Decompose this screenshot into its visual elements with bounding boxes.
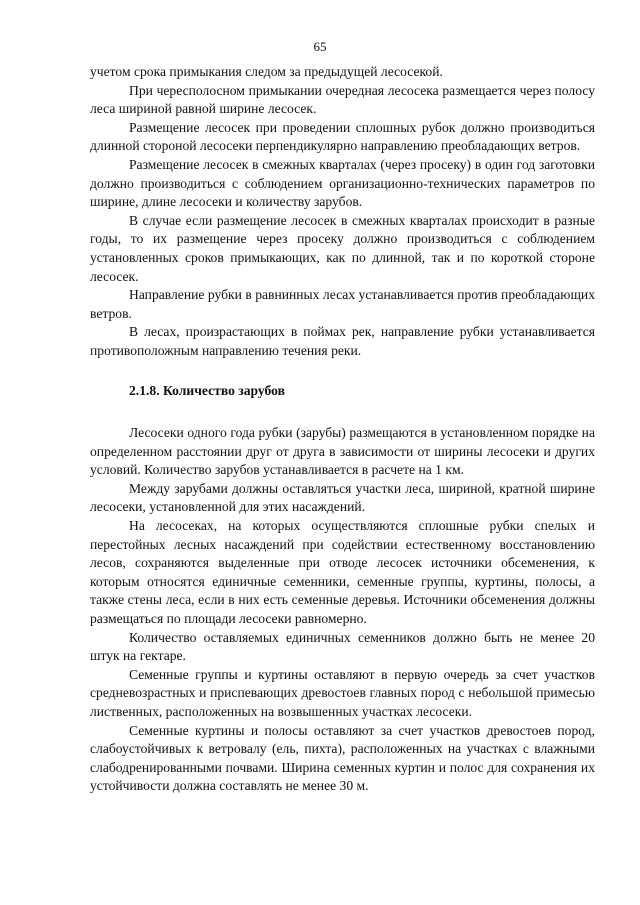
paragraph: В лесах, произрастающих в поймах рек, направление рубки устанавливается противоположным направлению течения реки. bbox=[90, 324, 595, 358]
paragraph: Количество оставляемых единичных семенников должно быть не менее 20 штук на гектаре. bbox=[90, 629, 595, 664]
paragraph: учетом срока примыкания следом за предыдущей лесосекой. bbox=[90, 64, 443, 79]
section-heading: 2.1.8. Количество зарубов bbox=[129, 383, 285, 398]
paragraph: Направление рубки в равнинных лесах устанавливается против преобладающих ветров. bbox=[90, 287, 595, 321]
text-block-top bbox=[90, 63, 595, 361]
text-block-bottom bbox=[90, 424, 595, 796]
paragraph: Лесосеки одного года рубки (зарубы) размещаются в установленном порядке на определенном расстоянии друг от друга в зависимости от ширины лесосеки и других условий. Количество зарубов устанавливается в расчете на 1 км. bbox=[90, 425, 595, 478]
paragraph: В случае если размещение лесосек в смежных кварталах происходит в разные годы, то их размещение через просеку должно производиться с соблюдением установленных сроков примыкающих, как по длинной, так и по короткой стороне лесосек. bbox=[90, 212, 595, 284]
paragraph: При чересполосном примыкании очередная лесосека размещается через полосу леса шириной равной ширине лесосек. bbox=[90, 82, 595, 117]
paragraph: На лесосеках, на которых осуществляются сплошные рубки спелых и перестойных лесных насаждений при содействии естественному восстановлению лесов, сохраняются выделенные при отводе лесосек источники обсеменения, к которым относятся единичные семенники, семенные группы, куртины, полосы, а также стены леса, если в них есть семенные деревья. Источники обсеменения должны размещаться по площади лесосеки равномерно. bbox=[90, 517, 595, 626]
paragraph: Размещение лесосек в смежных кварталах (через просеку) в один год заготовки должно производиться с соблюдением организационно-технических параметров по ширине, длине лесосеки и количеству зарубов. bbox=[90, 156, 595, 210]
paragraph: Между зарубами должны оставляться участки леса, шириной, кратной ширине лесосеки, установленной для этих насаждений. bbox=[90, 480, 595, 515]
paragraph: Семенные группы и куртины оставляют в первую очередь за счет участков средневозрастных и приспевающих древостоев главных пород с небольшой примесью лиственных, расположенных на возвышенных участках лесосеки. bbox=[90, 666, 595, 719]
paragraph: Размещение лесосек при проведении сплошных рубок должно производиться длинной стороной лесосеки перпендикулярно направлению преобладающих ветров. bbox=[90, 119, 595, 154]
page-number: 65 bbox=[313, 39, 327, 54]
paragraph: Семенные куртины и полосы оставляют за счет участков древостоев пород, слабоустойчивых к ветровалу (ель, пихта), расположенных на участках с влажными слабодренированными почвами. Ширина семенных куртин и полос для сохранения их устойчивости должна составлять не менее 30 м. bbox=[90, 722, 595, 794]
